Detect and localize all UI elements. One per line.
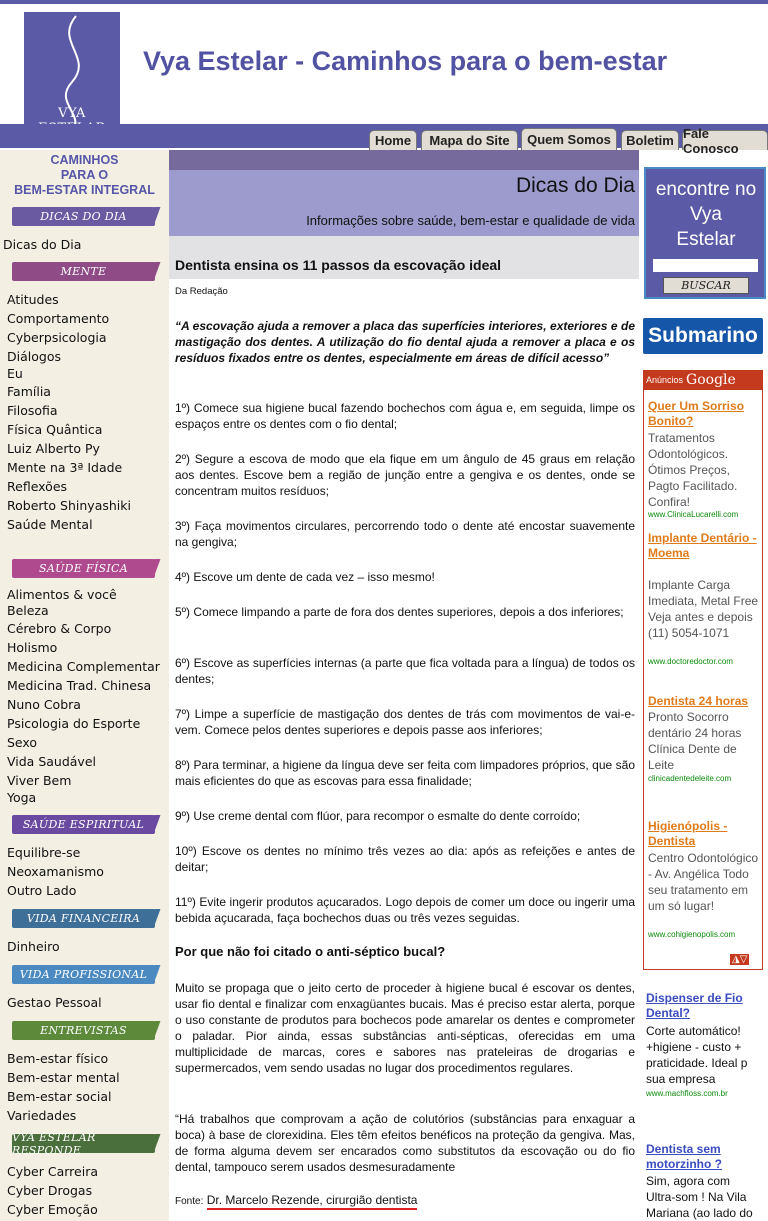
step-text: Use creme dental com flúor, para recompor o esmalte do dente corroído; (190, 809, 581, 823)
article-paragraph: “Há trabalhos que comprovam a ação de colutórios (substâncias para enxaguar a boca) à base de clorexidina. Eles têm efeitos benéficos na proteção da gengiva. Mas, de forma alguma devem ser encarados como substitutos da escovação ou do fio dental, tampouco serem usados desmesuradamente (175, 1112, 635, 1174)
ad-description: Tratamentos Odontológicos. Ótimos Preços, Pagto Facilitado. Confira! (648, 431, 738, 509)
ad-title[interactable]: Dentista 24 horas (648, 694, 749, 708)
sidebar-item[interactable]: Saúde Mental (7, 517, 93, 532)
step-number: 10º) (175, 844, 197, 858)
sidebar-tagline (0, 153, 169, 198)
ad-description: Implante Carga Imediata, Metal Free Veja antes e depois (11) 5054-1071 (648, 578, 759, 640)
sidebar-item[interactable]: Cérebro & Corpo (7, 621, 112, 636)
article-source (175, 1193, 417, 1207)
source-label: Fonte: (175, 1196, 204, 1207)
step-text: Escove os dentes no mínimo três vezes ao dia: após as refeições e antes de deitar; (175, 844, 635, 874)
search-button[interactable]: BUSCAR (663, 277, 749, 294)
sidebar-item[interactable]: Luiz Alberto Py (7, 441, 100, 456)
page-title: Dicas do Dia (515, 174, 635, 197)
ad-description: Pronto Socorro dentário 24 horas Clínica Dente de Leite (648, 710, 742, 772)
sidebar-item[interactable]: Nuno Cobra (7, 697, 81, 712)
content-header-bar (169, 150, 639, 170)
section-dicas-do-dia[interactable]: DICAS DO DIA (12, 207, 155, 226)
article-subheading: Por que não foi citado o anti-séptico bucal? (175, 944, 446, 959)
site-search-box (644, 167, 766, 299)
sidebar-item[interactable]: Outro Lado (7, 883, 77, 898)
step-text: Faça movimentos circulares, percorrendo todo o dente até encostar suavemente na gengiva; (175, 519, 635, 549)
article-title: Dentista ensina os 11 passos da escovação ideal (175, 257, 502, 273)
site-title: Vya Estelar - Caminhos para o bem-estar (143, 46, 668, 76)
ad-description: Sim, agora com Ultra-som ! Na Vila Mariana (ao lado do (646, 1174, 753, 1220)
ads-nav-arrows-icon[interactable]: ◮▽ (732, 954, 748, 965)
sidebar-item[interactable]: Beleza (7, 603, 49, 618)
step-paragraph (175, 604, 635, 620)
tagline-line: BEM-ESTAR INTEGRAL (14, 183, 155, 197)
top-border (0, 0, 768, 4)
step-text: Segure a escova de modo que ela fique em um ângulo de 45 graus em relação aos dentes. Escove bem a região de junção entre a gengiva e os dentes, onde se concentram muitos resíduos; (175, 452, 635, 498)
step-paragraph (175, 518, 635, 550)
step-number: 9º) (175, 809, 191, 823)
sidebar-item-dicas-do-dia[interactable]: Dicas do Dia (3, 237, 82, 252)
article-byline: Da Redação (175, 286, 228, 297)
ads-label: Anúncios (646, 375, 684, 385)
source-link[interactable]: Dr. Marcelo Rezende, cirurgião dentista (207, 1193, 418, 1210)
article-paragraph: Muito se propaga que o jeito certo de proceder à higiene bucal é escovar os dentes, usar fio dental e finalizar com enxagüantes bucais. Mas é preciso estar alerta, porque o uso constante de produtos para bochecos pode amarelar os dentes e comprometer o paladar. Pior ainda, essas substâncias anti-sépticas, oferecidas em uma multiplicidade de marcas, cores e sabores nas prateleiras de drogarias e supermercados, vem sendo usadas no lugar dos procedimentos regulares. (175, 981, 635, 1075)
step-number: 5º) (175, 605, 191, 619)
step-paragraph (175, 894, 635, 926)
section-entrevistas[interactable]: ENTREVISTAS (12, 1021, 155, 1040)
sidebar-item[interactable]: Sexo (7, 735, 38, 750)
sidebar-item[interactable]: Reflexões (7, 479, 68, 494)
step-number: 11º) (175, 895, 196, 909)
sidebar-item[interactable]: Variedades (7, 1108, 77, 1123)
sidebar-item[interactable]: Família (7, 384, 51, 399)
ad-description: Centro Odontológico - Av. Angélica Todo seu tratamento em um só lugar! (648, 851, 759, 913)
sidebar-item[interactable]: Vida Saudável (7, 754, 96, 769)
sidebar-item[interactable]: Cyber Carreira (7, 1164, 98, 1179)
sidebar-item[interactable]: Cyberpsicologia (7, 330, 107, 345)
section-saude-fisica[interactable]: SAÚDE FÍSICA (12, 559, 155, 578)
sidebar-item[interactable]: Alimentos & você (7, 587, 117, 602)
step-text: Comece sua higiene bucal fazendo bochechos com água e, em seguida, limpe os espaços entre os dentes com o fio dental; (175, 401, 635, 431)
step-number: 1º) (175, 401, 191, 415)
ad-url[interactable]: www.machfloss.com.br (646, 1089, 728, 1098)
step-text: Limpe a superfície de mastigação dos dentes de trás com movimentos de vai-e-vem. Comece pelos dentes superiores e depois passe aos inferiores; (175, 707, 635, 737)
sidebar-item[interactable]: Gestao Pessoal (7, 995, 102, 1010)
step-number: 6º) (175, 656, 191, 670)
sidebar-item[interactable]: Neoxamanismo (7, 864, 104, 879)
ad-url[interactable]: www.doctoredoctor.com (648, 657, 733, 666)
ad-url[interactable]: www.cohigienopolis.com (648, 930, 736, 939)
tagline-line: CAMINHOS (50, 153, 119, 167)
search-prompt-line: encontre no (655, 179, 757, 200)
step-text: Escove um dente de cada vez – isso mesmo! (190, 570, 435, 584)
step-paragraph (175, 400, 635, 432)
ad-title[interactable]: Higienópolis - Dentista (648, 819, 728, 848)
sidebar-item[interactable]: Bem-estar social (7, 1089, 112, 1104)
nav-home[interactable]: Home (369, 130, 417, 150)
step-number: 4º) (175, 570, 191, 584)
search-prompt-line: Vya (689, 204, 723, 225)
step-paragraph (175, 451, 635, 499)
step-paragraph (175, 655, 635, 687)
sidebar-item[interactable]: Atitudes (7, 292, 59, 307)
nav-fale-conosco[interactable]: Fale Conosco (682, 130, 768, 150)
sidebar-item[interactable]: Bem-estar físico (7, 1051, 109, 1066)
step-text: Escove as superfícies internas (a parte que fica voltada para a língua) de todos os dentes; (175, 656, 635, 686)
step-text: Evite ingerir produtos açucarados. Logo depois de comer um doce ou ingerir uma bebida açucarada, faça bochechos duas ou três vezes seguidas. (175, 895, 635, 925)
section-saude-espiritual[interactable]: SAÚDE ESPIRITUAL (12, 815, 155, 834)
sidebar-item[interactable]: Holismo (7, 640, 58, 655)
search-prompt-line: Estelar (676, 229, 736, 250)
sidebar-item[interactable]: Medicina Trad. Chinesa (7, 678, 152, 693)
sidebar-item[interactable]: Filosofia (7, 403, 58, 418)
ad-title[interactable]: Dispenser de Fio Dental? (646, 991, 743, 1020)
ad-title[interactable]: Dentista sem motorzinho ? (646, 1142, 722, 1171)
sidebar-item[interactable]: Cyber Emoção (7, 1202, 98, 1217)
sidebar-item[interactable]: Eu (7, 366, 23, 381)
step-number: 3º) (175, 519, 191, 533)
sidebar-item[interactable]: Equilibre-se (7, 845, 81, 860)
sidebar-item[interactable]: Bem-estar mental (7, 1070, 120, 1085)
step-paragraph (175, 808, 635, 824)
section-vida-financeira[interactable]: VIDA FINANCEIRA (12, 909, 155, 928)
nav-quem-somos[interactable]: Quem Somos (521, 128, 617, 150)
tagline-line: PARA O (60, 168, 109, 182)
section-mente[interactable]: MENTE (12, 262, 155, 281)
step-text: Comece limpando a parte de fora dos dentes superiores, depois a dos inferiores; (190, 605, 624, 619)
step-paragraph (175, 706, 635, 738)
logo-text: VYA (58, 106, 86, 121)
submarino-banner[interactable]: Submarino (643, 318, 763, 354)
ad-title[interactable]: Quer Um Sorriso Bonito? (648, 399, 745, 428)
search-prompt (648, 177, 764, 252)
sidebar-item[interactable]: Psicologia do Esporte (7, 716, 141, 731)
sidebar-item[interactable]: Viver Bem (7, 773, 72, 788)
article-lead: “A escovação ajuda a remover a placa das superfícies interiores, exteriores e de mastigação dos dentes. A utilização do fio dental ajuda a remover a placa e os resíduos fixados entre os dentes, especialmente em áreas de difícil acesso” (175, 319, 635, 365)
ad-title[interactable]: Implante Dentário - Moema (648, 531, 757, 560)
page-subtitle: Informações sobre saúde, bem-estar e qualidade de vida (306, 213, 635, 228)
sidebar-item[interactable]: Roberto Shinyashiki (7, 498, 131, 513)
step-number: 7º) (175, 707, 191, 721)
step-paragraph (175, 569, 635, 585)
sidebar-item[interactable]: Yoga (7, 790, 37, 805)
sidebar-item[interactable]: Física Quântica (7, 422, 103, 437)
ads-header (643, 370, 763, 390)
step-paragraph (175, 843, 635, 875)
step-text: Para terminar, a higiene da língua deve ser feita com limpadores próprios, que são mais eficientes do que as escovas para essa finalidade; (175, 758, 635, 788)
nav-boletim[interactable]: Boletim (621, 130, 679, 150)
nav-mapa-do-site[interactable]: Mapa do Site (421, 130, 518, 150)
sidebar-item[interactable]: Dinheiro (7, 939, 60, 954)
sidebar-item[interactable]: Diálogos (7, 349, 61, 364)
sidebar-item[interactable]: Cyber Drogas (7, 1183, 93, 1198)
google-logo[interactable]: Google (686, 372, 736, 388)
sidebar-item[interactable]: Comportamento (7, 311, 110, 326)
section-vida-profissional[interactable]: VIDA PROFISSIONAL (12, 965, 155, 984)
step-number: 8º) (175, 758, 191, 772)
step-number: 2º) (175, 452, 191, 466)
ad-url[interactable]: clinicadentedeleite.com (648, 774, 732, 783)
ad-url[interactable]: www.ClinicaLucarelli.com (648, 510, 739, 519)
step-paragraph (175, 757, 635, 789)
sidebar-item[interactable]: Mente na 3ª Idade (7, 460, 123, 475)
ad-description: Corte automático! +higiene - custo + praticidade. Ideal p sua empresa (646, 1024, 748, 1086)
search-input[interactable] (653, 259, 758, 272)
section-vya-estelar-responde[interactable]: VYA ESTELAR RESPONDE (12, 1134, 155, 1153)
sidebar-item[interactable]: Medicina Complementar (7, 659, 160, 674)
